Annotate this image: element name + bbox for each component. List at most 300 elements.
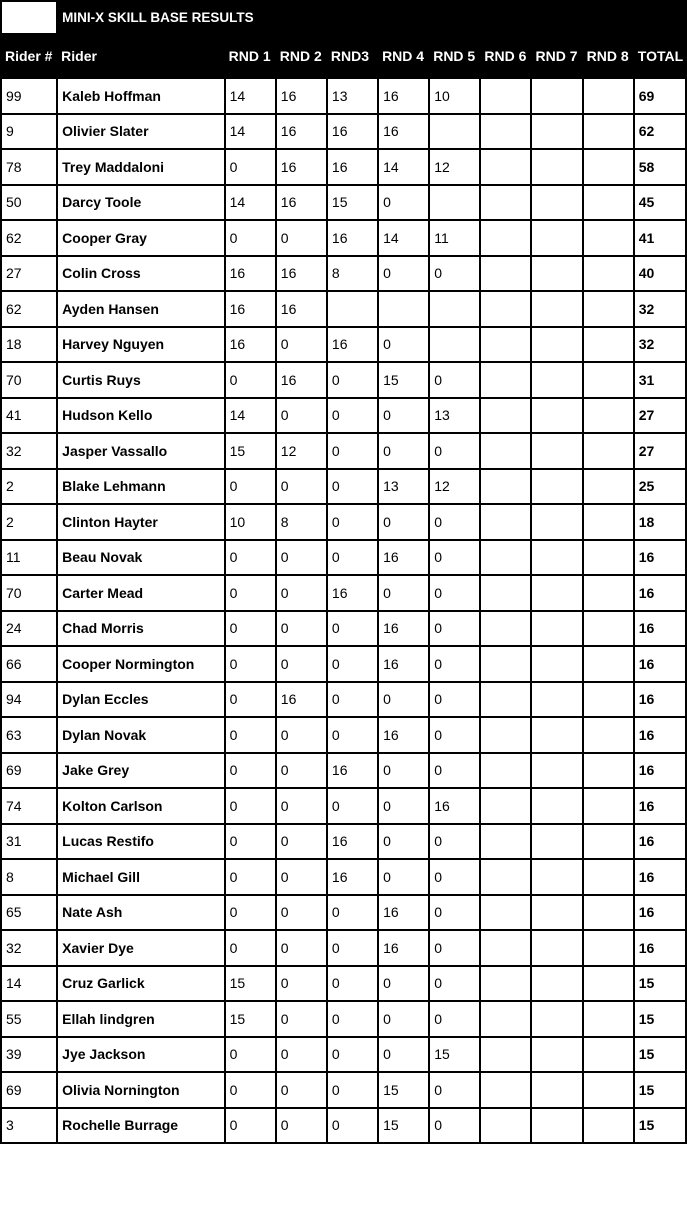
rnd6-cell bbox=[480, 114, 531, 150]
total-cell: 16 bbox=[634, 859, 686, 895]
rider-number-cell: 32 bbox=[1, 433, 57, 469]
rnd3-cell: 0 bbox=[327, 895, 378, 931]
rnd1-cell: 0 bbox=[225, 1108, 276, 1144]
rnd5-cell bbox=[429, 185, 480, 221]
total-cell: 15 bbox=[634, 966, 686, 1002]
rider-name-cell: Jasper Vassallo bbox=[57, 433, 224, 469]
rider-name-cell: Kaleb Hoffman bbox=[57, 78, 224, 114]
rnd8-cell bbox=[583, 1001, 634, 1037]
rnd5-cell: 0 bbox=[429, 753, 480, 789]
rnd5-cell: 0 bbox=[429, 575, 480, 611]
rnd2-cell: 0 bbox=[276, 1072, 327, 1108]
rnd6-cell bbox=[480, 753, 531, 789]
rnd1-cell: 0 bbox=[225, 788, 276, 824]
rnd5-cell: 0 bbox=[429, 646, 480, 682]
rnd7-cell bbox=[531, 185, 582, 221]
total-cell: 31 bbox=[634, 362, 686, 398]
rnd4-cell: 16 bbox=[378, 895, 429, 931]
rnd2-cell: 16 bbox=[276, 362, 327, 398]
rider-number-cell: 99 bbox=[1, 78, 57, 114]
rnd1-cell: 0 bbox=[225, 895, 276, 931]
rnd5-cell: 0 bbox=[429, 256, 480, 292]
total-cell: 16 bbox=[634, 682, 686, 718]
rnd2-cell: 0 bbox=[276, 398, 327, 434]
rnd3-cell: 16 bbox=[327, 220, 378, 256]
rnd3-cell: 13 bbox=[327, 78, 378, 114]
rnd4-cell: 16 bbox=[378, 114, 429, 150]
rnd3-cell: 0 bbox=[327, 1037, 378, 1073]
table-row bbox=[1, 895, 686, 931]
total-cell: 15 bbox=[634, 1108, 686, 1144]
rider-number-cell: 70 bbox=[1, 362, 57, 398]
rnd6-cell bbox=[480, 362, 531, 398]
rnd5-cell: 11 bbox=[429, 220, 480, 256]
rnd6-cell bbox=[480, 504, 531, 540]
rnd4-cell: 16 bbox=[378, 930, 429, 966]
rider-name-cell: Cooper Gray bbox=[57, 220, 224, 256]
rnd1-cell: 14 bbox=[225, 114, 276, 150]
total-cell: 16 bbox=[634, 788, 686, 824]
total-cell: 27 bbox=[634, 398, 686, 434]
table-row bbox=[1, 78, 686, 114]
rnd2-cell: 0 bbox=[276, 788, 327, 824]
rnd2-cell: 0 bbox=[276, 1001, 327, 1037]
rnd5-cell: 15 bbox=[429, 1037, 480, 1073]
rnd7-cell bbox=[531, 220, 582, 256]
rnd7-cell bbox=[531, 1108, 582, 1144]
rnd7-cell bbox=[531, 824, 582, 860]
rnd4-cell: 0 bbox=[378, 682, 429, 718]
rnd6-cell bbox=[480, 682, 531, 718]
rnd3-cell: 16 bbox=[327, 149, 378, 185]
rnd4-cell: 0 bbox=[378, 398, 429, 434]
rnd6-cell bbox=[480, 646, 531, 682]
rider-number-cell: 11 bbox=[1, 540, 57, 576]
rnd8-cell bbox=[583, 788, 634, 824]
rnd2-cell: 12 bbox=[276, 433, 327, 469]
table-row bbox=[1, 1001, 686, 1037]
rnd8-cell bbox=[583, 1037, 634, 1073]
table-title: MINI-X SKILL BASE RESULTS bbox=[57, 1, 686, 34]
rider-number-cell: 70 bbox=[1, 575, 57, 611]
rnd6-cell bbox=[480, 611, 531, 647]
rider-name-cell: Carter Mead bbox=[57, 575, 224, 611]
rnd8-cell bbox=[583, 575, 634, 611]
table-row bbox=[1, 504, 686, 540]
rider-name-cell: Michael Gill bbox=[57, 859, 224, 895]
rnd4-cell: 0 bbox=[378, 256, 429, 292]
header-rnd8: RND 8 bbox=[583, 34, 634, 78]
rnd4-cell: 0 bbox=[378, 788, 429, 824]
rnd8-cell bbox=[583, 469, 634, 505]
total-cell: 45 bbox=[634, 185, 686, 221]
total-cell: 40 bbox=[634, 256, 686, 292]
rnd8-cell bbox=[583, 185, 634, 221]
rnd2-cell: 8 bbox=[276, 504, 327, 540]
table-row bbox=[1, 220, 686, 256]
rnd2-cell: 16 bbox=[276, 149, 327, 185]
rnd3-cell: 0 bbox=[327, 398, 378, 434]
rnd4-cell: 0 bbox=[378, 185, 429, 221]
rider-number-cell: 55 bbox=[1, 1001, 57, 1037]
header-rnd7: RND 7 bbox=[531, 34, 582, 78]
rnd7-cell bbox=[531, 930, 582, 966]
rnd8-cell bbox=[583, 682, 634, 718]
rnd4-cell: 0 bbox=[378, 753, 429, 789]
rnd6-cell bbox=[480, 575, 531, 611]
rnd3-cell: 16 bbox=[327, 575, 378, 611]
rnd8-cell bbox=[583, 149, 634, 185]
rnd7-cell bbox=[531, 78, 582, 114]
total-cell: 15 bbox=[634, 1001, 686, 1037]
rnd7-cell bbox=[531, 717, 582, 753]
rnd1-cell: 0 bbox=[225, 1037, 276, 1073]
rnd1-cell: 0 bbox=[225, 575, 276, 611]
rnd8-cell bbox=[583, 540, 634, 576]
table-row bbox=[1, 1072, 686, 1108]
rnd4-cell: 15 bbox=[378, 1072, 429, 1108]
rnd5-cell: 0 bbox=[429, 362, 480, 398]
rnd4-cell: 16 bbox=[378, 646, 429, 682]
rider-number-cell: 8 bbox=[1, 859, 57, 895]
rnd1-cell: 0 bbox=[225, 717, 276, 753]
rnd5-cell: 0 bbox=[429, 1001, 480, 1037]
rnd1-cell: 0 bbox=[225, 646, 276, 682]
rnd3-cell: 16 bbox=[327, 114, 378, 150]
rider-number-cell: 9 bbox=[1, 114, 57, 150]
rnd1-cell: 10 bbox=[225, 504, 276, 540]
rider-number-cell: 50 bbox=[1, 185, 57, 221]
table-row bbox=[1, 291, 686, 327]
rnd5-cell bbox=[429, 114, 480, 150]
table-row bbox=[1, 717, 686, 753]
rider-name-cell: Ellah lindgren bbox=[57, 1001, 224, 1037]
header-rnd4: RND 4 bbox=[378, 34, 429, 78]
rnd4-cell: 0 bbox=[378, 575, 429, 611]
rnd2-cell: 0 bbox=[276, 540, 327, 576]
table-row bbox=[1, 753, 686, 789]
rider-name-cell: Curtis Ruys bbox=[57, 362, 224, 398]
rnd4-cell: 16 bbox=[378, 717, 429, 753]
rider-number-cell: 74 bbox=[1, 788, 57, 824]
rnd6-cell bbox=[480, 469, 531, 505]
rnd2-cell: 16 bbox=[276, 256, 327, 292]
rnd2-cell: 0 bbox=[276, 327, 327, 363]
rnd4-cell: 0 bbox=[378, 504, 429, 540]
rnd5-cell: 0 bbox=[429, 824, 480, 860]
rnd5-cell: 0 bbox=[429, 540, 480, 576]
rider-number-cell: 69 bbox=[1, 1072, 57, 1108]
rnd8-cell bbox=[583, 1072, 634, 1108]
rnd4-cell: 0 bbox=[378, 966, 429, 1002]
rider-number-cell: 2 bbox=[1, 469, 57, 505]
rnd5-cell: 0 bbox=[429, 433, 480, 469]
rnd2-cell: 0 bbox=[276, 966, 327, 1002]
rnd3-cell: 0 bbox=[327, 788, 378, 824]
rnd2-cell: 0 bbox=[276, 859, 327, 895]
rnd6-cell bbox=[480, 930, 531, 966]
rnd2-cell: 16 bbox=[276, 185, 327, 221]
total-cell: 25 bbox=[634, 469, 686, 505]
rnd7-cell bbox=[531, 1037, 582, 1073]
rider-name-cell: Rochelle Burrage bbox=[57, 1108, 224, 1144]
rnd8-cell bbox=[583, 859, 634, 895]
rnd5-cell: 0 bbox=[429, 895, 480, 931]
table-row bbox=[1, 398, 686, 434]
rnd2-cell: 0 bbox=[276, 611, 327, 647]
rnd1-cell: 14 bbox=[225, 185, 276, 221]
rider-name-cell: Beau Novak bbox=[57, 540, 224, 576]
rnd1-cell: 0 bbox=[225, 682, 276, 718]
rnd8-cell bbox=[583, 717, 634, 753]
rnd3-cell: 0 bbox=[327, 1072, 378, 1108]
rnd1-cell: 14 bbox=[225, 398, 276, 434]
rnd6-cell bbox=[480, 1037, 531, 1073]
rider-name-cell: Cooper Normington bbox=[57, 646, 224, 682]
rider-name-cell: Olivia Nornington bbox=[57, 1072, 224, 1108]
rnd2-cell: 0 bbox=[276, 753, 327, 789]
rider-name-cell: Colin Cross bbox=[57, 256, 224, 292]
rnd8-cell bbox=[583, 327, 634, 363]
rnd3-cell: 0 bbox=[327, 504, 378, 540]
rnd3-cell: 16 bbox=[327, 824, 378, 860]
rnd5-cell: 0 bbox=[429, 682, 480, 718]
table-row bbox=[1, 114, 686, 150]
rnd3-cell: 0 bbox=[327, 966, 378, 1002]
rnd4-cell: 0 bbox=[378, 327, 429, 363]
rider-number-cell: 62 bbox=[1, 291, 57, 327]
rnd1-cell: 15 bbox=[225, 966, 276, 1002]
rnd4-cell: 16 bbox=[378, 611, 429, 647]
total-cell: 15 bbox=[634, 1072, 686, 1108]
table-row bbox=[1, 1108, 686, 1144]
table-row bbox=[1, 930, 686, 966]
total-cell: 32 bbox=[634, 291, 686, 327]
rnd8-cell bbox=[583, 824, 634, 860]
rider-number-cell: 62 bbox=[1, 220, 57, 256]
rnd6-cell bbox=[480, 788, 531, 824]
rnd2-cell: 16 bbox=[276, 78, 327, 114]
rnd3-cell: 0 bbox=[327, 433, 378, 469]
rnd8-cell bbox=[583, 362, 634, 398]
total-cell: 27 bbox=[634, 433, 686, 469]
total-cell: 32 bbox=[634, 327, 686, 363]
rider-number-cell: 41 bbox=[1, 398, 57, 434]
rider-name-cell: Nate Ash bbox=[57, 895, 224, 931]
rnd7-cell bbox=[531, 575, 582, 611]
rider-name-cell: Xavier Dye bbox=[57, 930, 224, 966]
rider-name-cell: Dylan Novak bbox=[57, 717, 224, 753]
rider-name-cell: Jake Grey bbox=[57, 753, 224, 789]
rnd8-cell bbox=[583, 1108, 634, 1144]
rnd7-cell bbox=[531, 540, 582, 576]
rider-number-cell: 39 bbox=[1, 1037, 57, 1073]
header-rnd6: RND 6 bbox=[480, 34, 531, 78]
rider-name-cell: Harvey Nguyen bbox=[57, 327, 224, 363]
table-row bbox=[1, 859, 686, 895]
rnd7-cell bbox=[531, 149, 582, 185]
rider-number-cell: 27 bbox=[1, 256, 57, 292]
rnd1-cell: 0 bbox=[225, 1072, 276, 1108]
rnd6-cell bbox=[480, 433, 531, 469]
header-rider-number: Rider # bbox=[1, 34, 57, 78]
rnd1-cell: 16 bbox=[225, 327, 276, 363]
total-cell: 69 bbox=[634, 78, 686, 114]
rider-name-cell: Lucas Restifo bbox=[57, 824, 224, 860]
rnd7-cell bbox=[531, 682, 582, 718]
rnd8-cell bbox=[583, 753, 634, 789]
rnd5-cell: 0 bbox=[429, 1072, 480, 1108]
rnd4-cell: 15 bbox=[378, 362, 429, 398]
rnd2-cell: 0 bbox=[276, 717, 327, 753]
results-body bbox=[1, 78, 686, 1143]
total-cell: 16 bbox=[634, 611, 686, 647]
total-cell: 16 bbox=[634, 646, 686, 682]
rnd6-cell bbox=[480, 1001, 531, 1037]
rnd4-cell: 16 bbox=[378, 78, 429, 114]
rnd7-cell bbox=[531, 114, 582, 150]
rnd7-cell bbox=[531, 1001, 582, 1037]
rnd5-cell: 0 bbox=[429, 966, 480, 1002]
rnd4-cell: 0 bbox=[378, 859, 429, 895]
rnd3-cell: 0 bbox=[327, 362, 378, 398]
rnd3-cell: 16 bbox=[327, 753, 378, 789]
rider-name-cell: Jye Jackson bbox=[57, 1037, 224, 1073]
rider-number-cell: 78 bbox=[1, 149, 57, 185]
rnd8-cell bbox=[583, 291, 634, 327]
table-row bbox=[1, 256, 686, 292]
rnd8-cell bbox=[583, 895, 634, 931]
rnd7-cell bbox=[531, 291, 582, 327]
rnd4-cell: 0 bbox=[378, 1001, 429, 1037]
rider-number-cell: 69 bbox=[1, 753, 57, 789]
rnd5-cell bbox=[429, 291, 480, 327]
title-blank-cell bbox=[1, 1, 57, 34]
rnd7-cell bbox=[531, 646, 582, 682]
rnd8-cell bbox=[583, 433, 634, 469]
table-row bbox=[1, 185, 686, 221]
rnd7-cell bbox=[531, 1072, 582, 1108]
total-cell: 16 bbox=[634, 930, 686, 966]
rnd5-cell: 0 bbox=[429, 717, 480, 753]
rnd2-cell: 16 bbox=[276, 682, 327, 718]
header-total: TOTAL bbox=[634, 34, 686, 78]
total-cell: 16 bbox=[634, 753, 686, 789]
rnd5-cell: 16 bbox=[429, 788, 480, 824]
rnd3-cell: 15 bbox=[327, 185, 378, 221]
rnd7-cell bbox=[531, 611, 582, 647]
rnd4-cell: 15 bbox=[378, 1108, 429, 1144]
rnd6-cell bbox=[480, 966, 531, 1002]
rnd1-cell: 0 bbox=[225, 824, 276, 860]
table-row bbox=[1, 540, 686, 576]
rnd5-cell: 10 bbox=[429, 78, 480, 114]
rider-number-cell: 65 bbox=[1, 895, 57, 931]
rnd3-cell bbox=[327, 291, 378, 327]
rnd6-cell bbox=[480, 291, 531, 327]
rnd3-cell: 0 bbox=[327, 930, 378, 966]
rnd6-cell bbox=[480, 1072, 531, 1108]
rnd7-cell bbox=[531, 895, 582, 931]
table-row bbox=[1, 469, 686, 505]
rnd7-cell bbox=[531, 433, 582, 469]
total-cell: 16 bbox=[634, 575, 686, 611]
rider-number-cell: 66 bbox=[1, 646, 57, 682]
table-row bbox=[1, 1037, 686, 1073]
rnd5-cell: 0 bbox=[429, 859, 480, 895]
total-cell: 41 bbox=[634, 220, 686, 256]
rider-name-cell: Blake Lehmann bbox=[57, 469, 224, 505]
rider-number-cell: 2 bbox=[1, 504, 57, 540]
rnd7-cell bbox=[531, 362, 582, 398]
rider-number-cell: 3 bbox=[1, 1108, 57, 1144]
rider-name-cell: Clinton Hayter bbox=[57, 504, 224, 540]
rnd1-cell: 0 bbox=[225, 362, 276, 398]
rnd4-cell: 13 bbox=[378, 469, 429, 505]
rnd1-cell: 0 bbox=[225, 611, 276, 647]
rnd1-cell: 0 bbox=[225, 859, 276, 895]
table-row bbox=[1, 327, 686, 363]
rider-number-cell: 31 bbox=[1, 824, 57, 860]
rnd6-cell bbox=[480, 327, 531, 363]
rnd7-cell bbox=[531, 753, 582, 789]
rnd3-cell: 0 bbox=[327, 717, 378, 753]
rnd8-cell bbox=[583, 398, 634, 434]
rnd2-cell: 0 bbox=[276, 930, 327, 966]
rider-number-cell: 18 bbox=[1, 327, 57, 363]
rnd7-cell bbox=[531, 966, 582, 1002]
rnd6-cell bbox=[480, 78, 531, 114]
total-cell: 15 bbox=[634, 1037, 686, 1073]
rider-name-cell: Kolton Carlson bbox=[57, 788, 224, 824]
rnd1-cell: 15 bbox=[225, 1001, 276, 1037]
rnd2-cell: 0 bbox=[276, 1108, 327, 1144]
rnd7-cell bbox=[531, 256, 582, 292]
rnd6-cell bbox=[480, 895, 531, 931]
rider-number-cell: 63 bbox=[1, 717, 57, 753]
rnd1-cell: 15 bbox=[225, 433, 276, 469]
rnd5-cell: 12 bbox=[429, 149, 480, 185]
total-cell: 16 bbox=[634, 540, 686, 576]
rnd8-cell bbox=[583, 646, 634, 682]
total-cell: 62 bbox=[634, 114, 686, 150]
rnd2-cell: 0 bbox=[276, 469, 327, 505]
rnd6-cell bbox=[480, 540, 531, 576]
header-row bbox=[1, 34, 686, 78]
rnd8-cell bbox=[583, 930, 634, 966]
rider-number-cell: 32 bbox=[1, 930, 57, 966]
table-row bbox=[1, 611, 686, 647]
rnd1-cell: 0 bbox=[225, 149, 276, 185]
rider-number-cell: 14 bbox=[1, 966, 57, 1002]
rnd7-cell bbox=[531, 788, 582, 824]
rnd3-cell: 16 bbox=[327, 859, 378, 895]
rnd1-cell: 0 bbox=[225, 540, 276, 576]
header-rnd2: RND 2 bbox=[276, 34, 327, 78]
rnd8-cell bbox=[583, 256, 634, 292]
rnd3-cell: 0 bbox=[327, 1108, 378, 1144]
rnd5-cell: 12 bbox=[429, 469, 480, 505]
rider-number-cell: 94 bbox=[1, 682, 57, 718]
rnd5-cell: 13 bbox=[429, 398, 480, 434]
rider-name-cell: Olivier Slater bbox=[57, 114, 224, 150]
rnd6-cell bbox=[480, 220, 531, 256]
rnd2-cell: 0 bbox=[276, 575, 327, 611]
total-cell: 16 bbox=[634, 824, 686, 860]
rider-name-cell: Hudson Kello bbox=[57, 398, 224, 434]
rnd3-cell: 0 bbox=[327, 682, 378, 718]
rnd1-cell: 0 bbox=[225, 930, 276, 966]
